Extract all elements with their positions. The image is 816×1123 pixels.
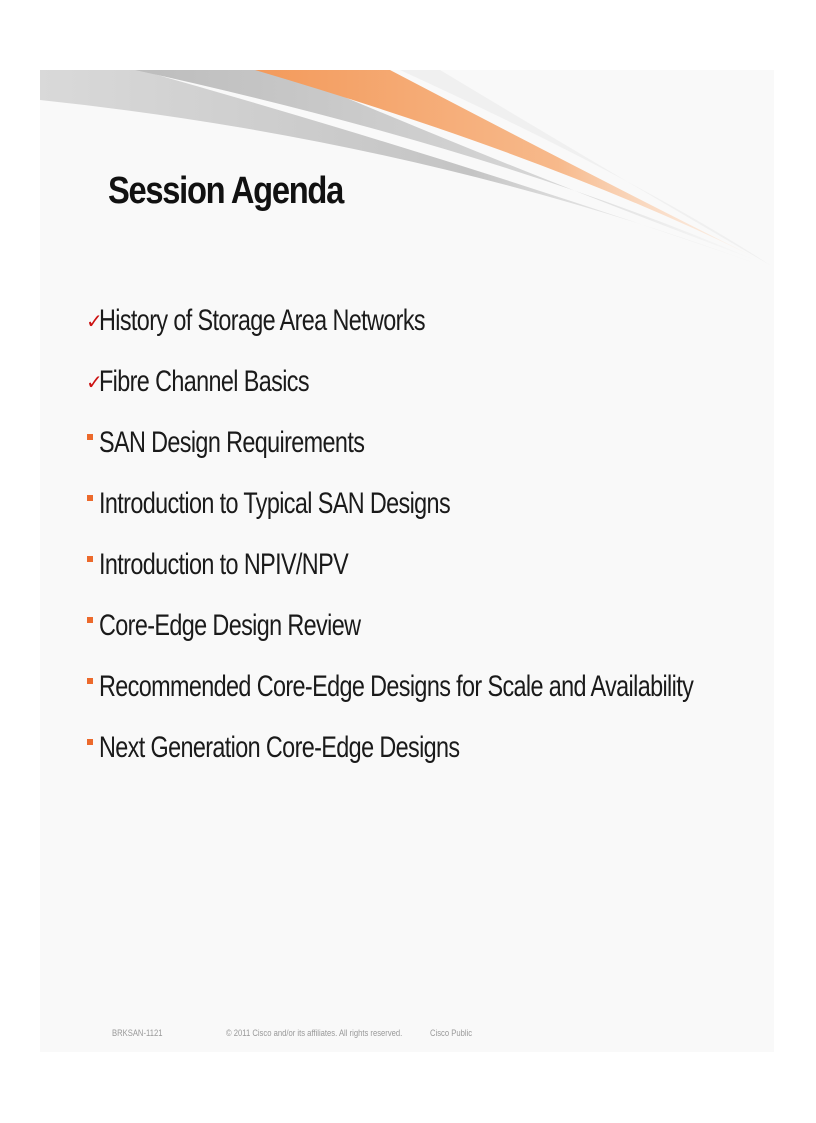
agenda-item-label: History of Storage Area Networks — [99, 303, 425, 337]
checkmark-icon: ✓ — [86, 369, 103, 394]
agenda-list — [86, 290, 774, 778]
agenda-item — [86, 595, 774, 656]
square-bullet-icon — [87, 678, 93, 684]
agenda-item — [86, 290, 774, 351]
checkmark-icon: ✓ — [86, 308, 103, 333]
slide-title: Session Agenda — [108, 170, 343, 212]
square-bullet-icon — [87, 739, 93, 745]
square-bullet-icon — [87, 495, 93, 501]
session-code: BRKSAN-1121 — [112, 1028, 163, 1038]
agenda-item-label: SAN Design Requirements — [99, 425, 365, 459]
square-bullet-icon — [87, 556, 93, 562]
classification-label: Cisco Public — [430, 1028, 473, 1038]
agenda-item-label: Fibre Channel Basics — [99, 364, 309, 398]
agenda-item-label: Introduction to Typical SAN Designs — [99, 486, 451, 520]
agenda-item — [86, 412, 774, 473]
agenda-item — [86, 534, 774, 595]
agenda-item-label: Next Generation Core-Edge Designs — [99, 730, 460, 764]
agenda-item-label: Core-Edge Design Review — [99, 608, 361, 642]
slide — [40, 70, 774, 1052]
agenda-item — [86, 656, 774, 717]
agenda-item — [86, 717, 774, 778]
agenda-item — [86, 351, 774, 412]
agenda-item — [86, 473, 774, 534]
copyright-notice: © 2011 Cisco and/or its affiliates. All rights reserved. — [226, 1028, 403, 1038]
agenda-item-label: Introduction to NPIV/NPV — [99, 547, 349, 581]
agenda-item-label: Recommended Core-Edge Designs for Scale and Availability — [99, 669, 694, 703]
square-bullet-icon — [87, 434, 93, 440]
square-bullet-icon — [87, 617, 93, 623]
